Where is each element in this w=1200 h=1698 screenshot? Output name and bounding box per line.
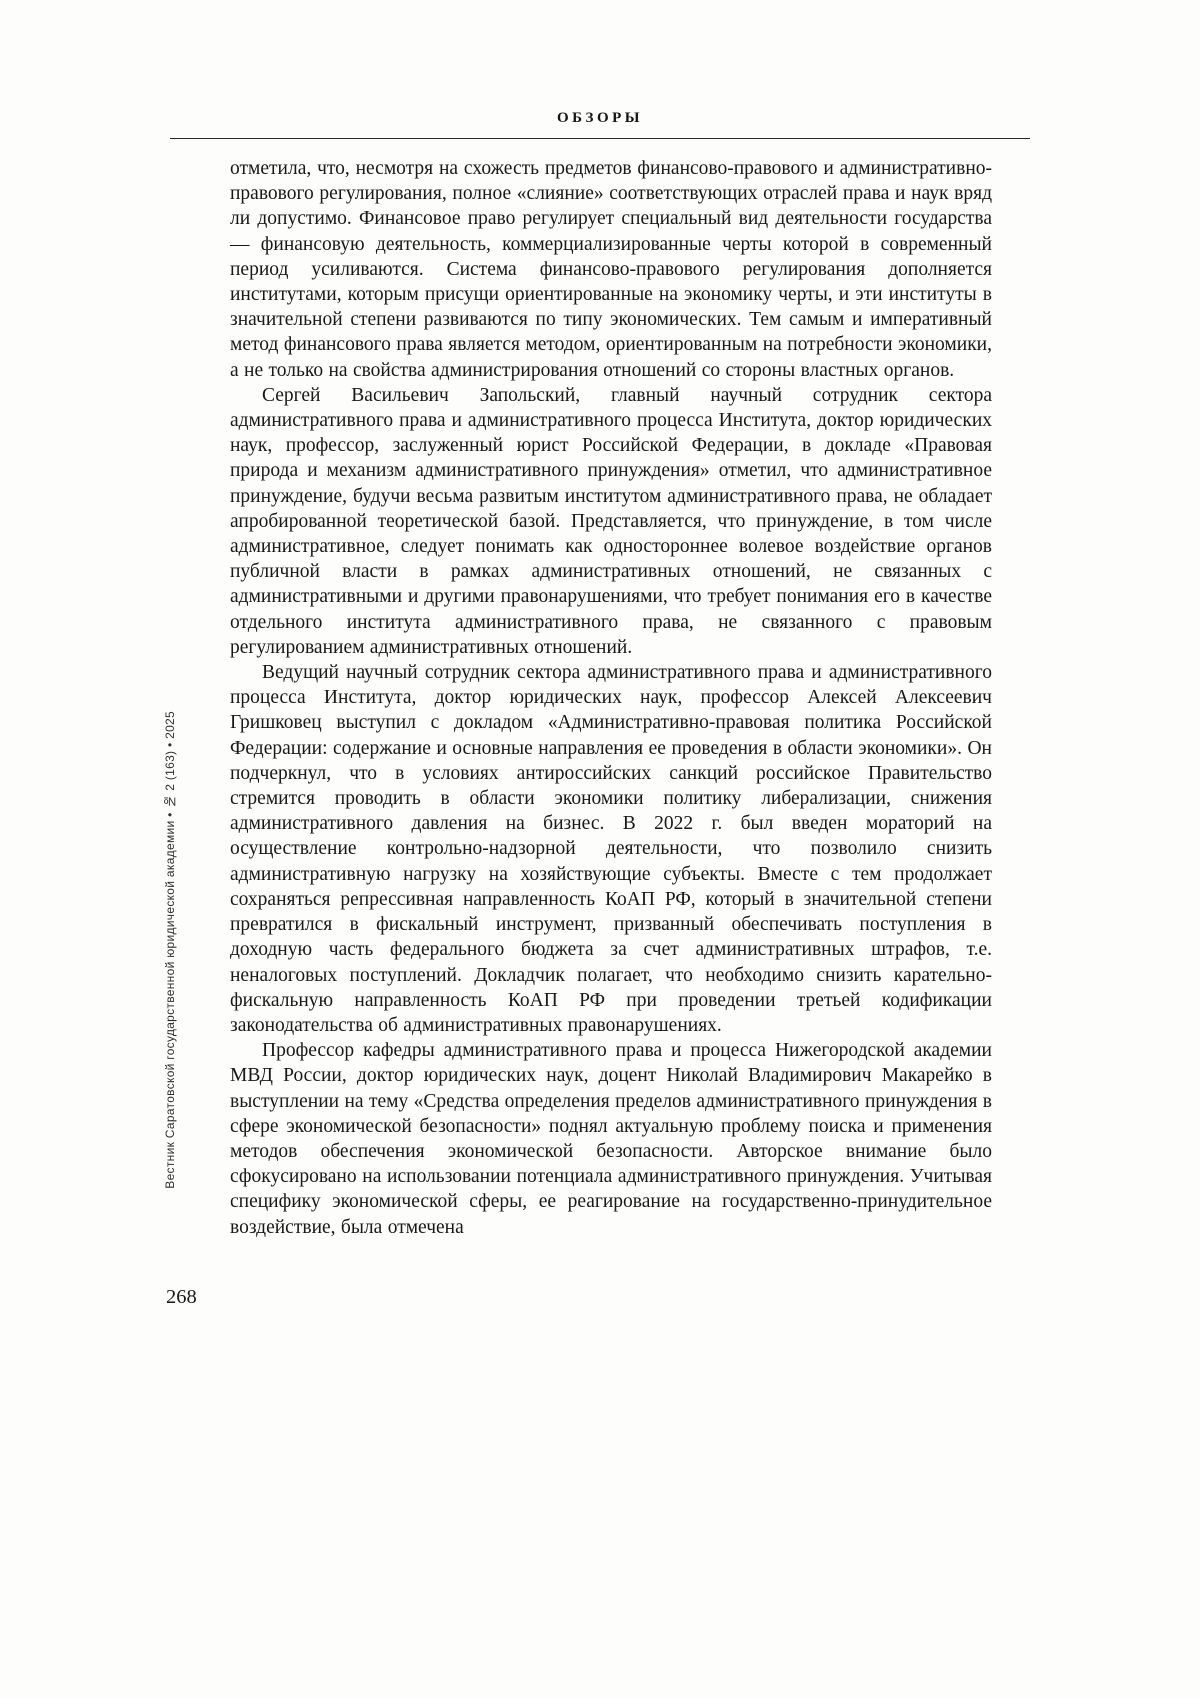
body-paragraph: Ведущий научный сотрудник сектора административного права и административного процесса Института, доктор юридических наук, профессор Алексей Алексеевич Гришковец выступил с докладом «Административно-правовая политика Российской Федерации: содержание и основные направления ее проведения в области экономики». Он подчеркнул, что в условиях антироссийских санкций российское Правительство стремится проводить в области экономики политику либерализации, снижения административного давления на бизнес. В 2022 г. был введен мораторий на осуществление контрольно-надзорной деятельности, что позволило снизить административную нагрузку на хозяйствующие субъекты. Вместе с тем продолжает сохраняться репрессивная направленность КоАП РФ, который в значительной степени превратился в фискальный инструмент, призванный обеспечивать поступления в доходную часть федерального бюджета за счет административных штрафов, т.е. неналоговых поступлений. Докладчик полагает, что необходимо снизить карательно-фискальную направленность КоАП РФ при проведении третьей кодификации законодательства об административных правонарушениях.	[230, 662, 992, 1036]
header-rule	[170, 138, 1030, 139]
article-body	[230, 156, 992, 1240]
sidebar-journal-strip	[163, 710, 177, 1190]
body-paragraph: Сергей Васильевич Запольский, главный научный сотрудник сектора административного права и административного процесса Института, доктор юридических наук, профессор, заслуженный юрист Российской Федерации, в докладе «Правовая природа и механизм административного принуждения» отметил, что административное принуждение, будучи весьма развитым институтом административного права, не обладает апробированной теоретической базой. Представляется, что принуждение, в том числе административное, следует понимать как одностороннее волевое воздействие органов публичной власти в рамках административных отношений, не связанных с административными и другими правонарушениями, что требует понимания его в качестве отдельного института административного права, не связанного с правовым регулированием административных отношений.	[230, 384, 992, 658]
journal-imprint-vertical-text: Вестник Саратовской государственной юридической академии • № 2 (163) • 2025	[163, 711, 177, 1189]
page-number: 268	[166, 1286, 197, 1308]
body-paragraph: отметила, что, несмотря на схожесть предметов финансово-правового и административно-правового регулирования, полное «слияние» соответствующих отраслей права и наук вряд ли допустимо. Финансовое право регулирует специальный вид деятельности государства — финансовую деятельность, коммерциализированные черты которой в современный период усиливаются. Система финансово-правового регулирования дополняется институтами, которым присущи ориентированные на экономику черты, и эти институты в значительной степени развиваются по типу экономических. Тем самым и императивный метод финансового права является методом, ориентированным на потребности экономики, а не только на свойства администрирования отношений со стороны властных органов.	[230, 158, 992, 381]
running-head-section-title: ОБЗОРЫ	[556, 110, 644, 126]
body-paragraph: Профессор кафедры административного права и процесса Нижегородской академии МВД России, доктор юридических наук, доцент Николай Владимирович Макарейко в выступлении на тему «Средства определения пределов административного принуждения в сфере экономической безопасности» поднял актуальную проблему поиска и применения методов обеспечения экономической безопасности. Авторское внимание было сфокусировано на использовании потенциала административного принуждения. Учитывая специфику экономической сферы, ее реагирование на государственно-принудительное воздействие, была отмечена	[230, 1040, 992, 1238]
